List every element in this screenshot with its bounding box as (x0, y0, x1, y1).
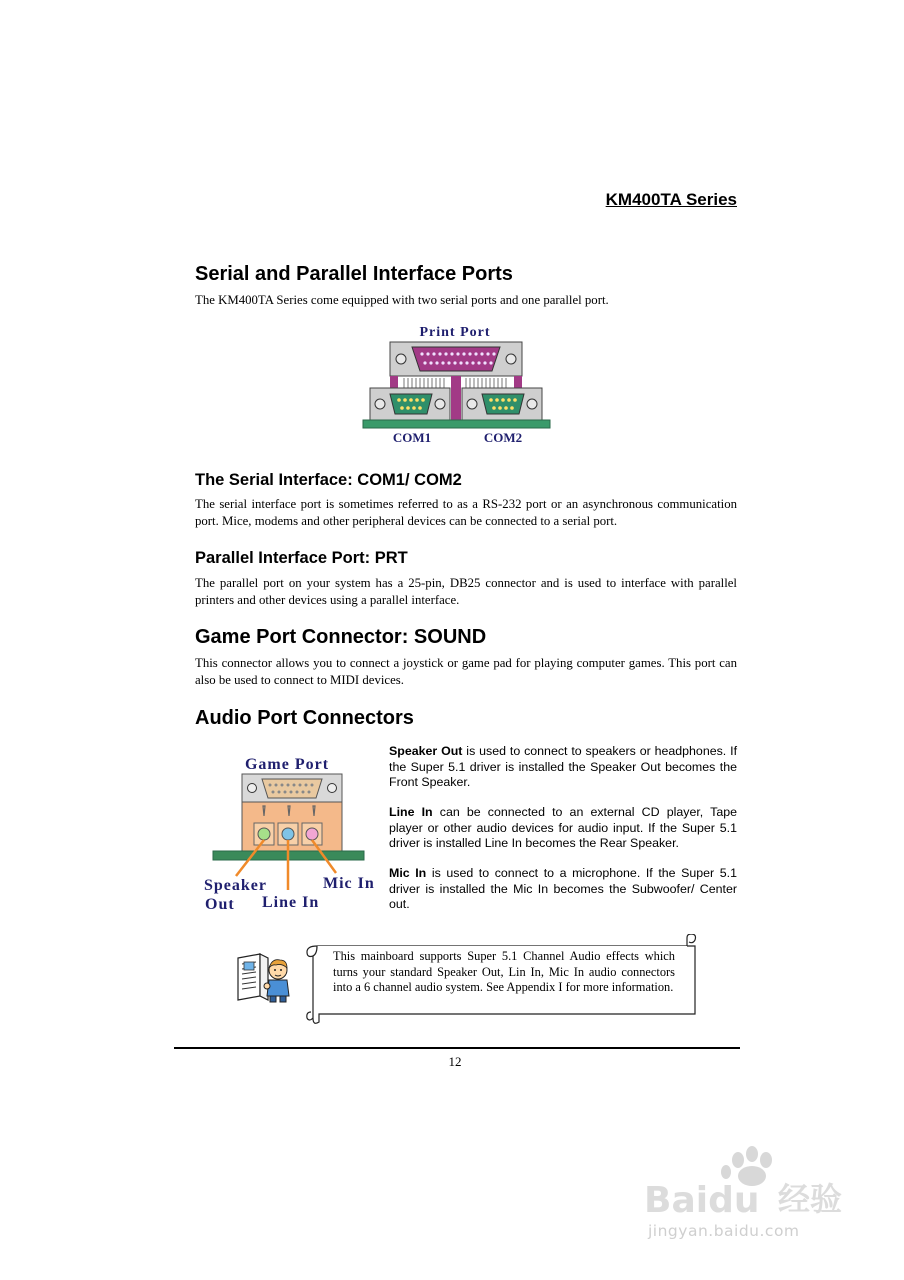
speaker-out-jack (258, 828, 270, 840)
line-in-description (389, 805, 737, 852)
com2-label: COM2 (483, 430, 523, 445)
parallel-port-heading: Parallel Interface Port: PRT (195, 549, 408, 567)
line-in-label: Line In (262, 894, 320, 911)
mic-in-text: is used to connect to a microphone. If the Super 5.1 driver is installed the Mic In becomes the Subwoofer/ Center out. (389, 866, 737, 911)
speaker-out-label-line2: Out (205, 896, 235, 913)
reading-child-icon (234, 950, 294, 1006)
parallel-port-body: The parallel port on your system has a 25-pin, DB25 connector and is used to interface with parallel printers and other devices using a parallel interface. (195, 576, 737, 607)
speaker-out-description (389, 744, 737, 791)
watermark-brand: Baidu (644, 1180, 760, 1221)
game-port-screw-right (328, 784, 337, 793)
serial-parallel-heading: Serial and Parallel Interface Ports (195, 263, 513, 285)
speaker-out-term: Speaker Out (389, 744, 463, 758)
com1-screw-right (435, 399, 445, 409)
game-port-connector (262, 779, 322, 798)
mic-in-term: Mic In (389, 866, 427, 880)
speaker-out-label-line1: Speaker (204, 877, 267, 894)
game-port-body: This connector allows you to connect a joystick or game pad for playing computer games. This port can also be used to connect to MIDI devices. (195, 656, 737, 687)
serial-interface-body: The serial interface port is sometimes referred to as a RS-232 port or an asynchronous communication port. Mice, modems and other peripheral devices can be connected to a serial port. (195, 497, 737, 528)
mic-in-label: Mic In (323, 875, 375, 892)
mic-in-description (389, 866, 737, 913)
watermark-brand-cn: 经验 (778, 1180, 843, 1218)
com2-connector (482, 394, 524, 414)
watermark-url: jingyan.baidu.com (648, 1222, 800, 1240)
frame-leg-middle (451, 376, 461, 420)
speaker-out-text: is used to connect to speakers or headphones. If the Super 5.1 driver is installed the Speaker Out becomes the Front Speaker. (389, 744, 738, 789)
parallel-port-screw-left (396, 354, 406, 364)
parallel-port-connector (412, 347, 500, 371)
com2-screw-left (467, 399, 477, 409)
audio-heading: Audio Port Connectors (195, 707, 414, 729)
line-in-term: Line In (389, 805, 433, 819)
audio-ports-figure (200, 748, 380, 914)
mic-in-jack (306, 828, 318, 840)
com1-label: COM1 (392, 430, 432, 445)
page-number: 12 (448, 1054, 462, 1069)
parallel-port-screw-right (506, 354, 516, 364)
line-in-jack (282, 828, 294, 840)
com1-connector (390, 394, 432, 414)
game-port-label: Game Port (244, 756, 330, 773)
com1-screw-left (375, 399, 385, 409)
game-port-screw-left (248, 784, 257, 793)
serial-parallel-ports-figure (360, 318, 555, 446)
footer-rule (174, 1047, 740, 1049)
com2-screw-right (527, 399, 537, 409)
series-title: KM400TA Series (605, 190, 737, 209)
line-in-text: can be connected to an external CD player, Tape player or other audio devices for audio input. If the Super 5.1 driver is installed Line In becomes the Rear Speaker. (389, 805, 737, 850)
serial-interface-heading: The Serial Interface: COM1/ COM2 (195, 471, 462, 489)
game-port-heading: Game Port Connector: SOUND (195, 626, 487, 648)
print-port-label: Print Port (419, 325, 491, 340)
note-text: This mainboard supports Super 5.1 Channel Audio effects which turns your standard Speaker Out, Lin In, Mic In audio connectors into a 6 channel audio system. See Appendix I for more information. (333, 949, 675, 994)
pcb-base (363, 420, 550, 428)
serial-parallel-body: The KM400TA Series come equipped with two serial ports and one parallel port. (195, 293, 609, 307)
